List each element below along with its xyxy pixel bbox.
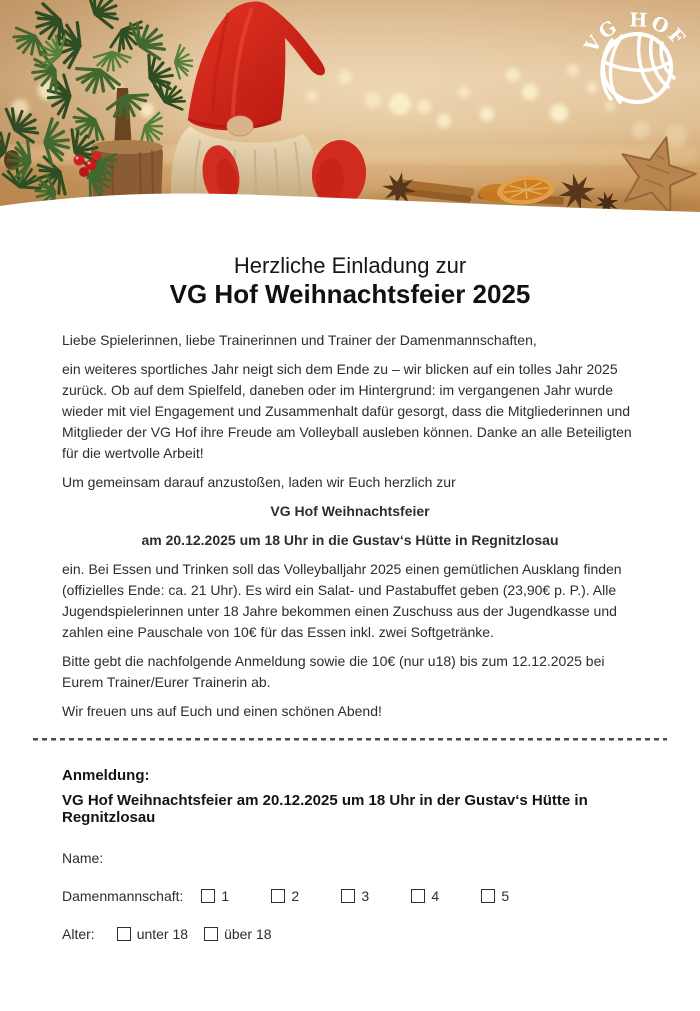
team-option-1-label: 1 bbox=[221, 888, 230, 904]
header-photo bbox=[0, 0, 700, 220]
paragraph-deadline: Bitte gebt die nachfolgende Anmeldung sowie die 10€ (nur u18) bis zum 12.12.2025 bei Eurem Trainer/Eurer Trainerin ab. bbox=[62, 653, 605, 690]
team-option-1 bbox=[201, 888, 271, 904]
age-label: Alter: bbox=[62, 926, 95, 942]
checkbox-over-18[interactable] bbox=[204, 927, 218, 941]
form-heading: Anmeldung: bbox=[62, 767, 150, 784]
team-option-3 bbox=[341, 888, 411, 904]
checkbox-team-3[interactable] bbox=[341, 889, 355, 903]
checkbox-team-4[interactable] bbox=[411, 889, 425, 903]
gnome-nose bbox=[227, 116, 253, 136]
christmas-banner-illustration bbox=[0, 0, 700, 220]
checkbox-team-5[interactable] bbox=[481, 889, 495, 903]
checkbox-team-2[interactable] bbox=[271, 889, 285, 903]
invitation-title-line1: Herzliche Einladung zur bbox=[233, 253, 467, 278]
event-name: VG Hof Weihnachtsfeier bbox=[270, 503, 430, 519]
age-option-under18 bbox=[117, 926, 188, 942]
paragraph-year-review: ein weiteres sportliches Jahr neigt sich dem Ende zu – wir blicken auf ein tolles Jahr 2025 zurück. Ob auf dem Spielfeld, daneben oder im Hintergrund: im vergangenen Jahr wurde wieder mit viel Engagement und Zusammenhalt dafür gesorgt, dass die Mitgliederinnen und Mitglieder der VG Hof ihre Freude am Volleyball ausleben können. Danke an alle Beteiligten für die wertvolle Arbeit! bbox=[62, 361, 632, 461]
team-option-5 bbox=[481, 888, 509, 904]
paragraph-invite-lead: Um gemeinsam darauf anzustoßen, laden wir Euch herzlich zur bbox=[62, 474, 456, 490]
age-row bbox=[62, 926, 638, 942]
age-option-under18-label: unter 18 bbox=[136, 926, 189, 942]
team-option-2-label: 2 bbox=[291, 888, 300, 904]
team-label: Damenmannschaft: bbox=[62, 888, 184, 904]
team-row bbox=[62, 888, 638, 904]
age-option-over18-label: über 18 bbox=[224, 926, 272, 942]
dashed-separator bbox=[33, 738, 667, 741]
form-subheading: VG Hof Weihnachtsfeier am 20.12.2025 um 18 Uhr in der Gustav‘s Hütte in Regnitzlosau bbox=[62, 792, 588, 826]
salutation: Liebe Spielerinnen, liebe Trainerinnen und Trainer der Damenmannschaften, bbox=[62, 332, 537, 348]
team-option-4 bbox=[411, 888, 481, 904]
name-label: Name: bbox=[62, 850, 104, 866]
team-option-4-label: 4 bbox=[431, 888, 440, 904]
paragraph-closing: Wir freuen uns auf Euch und einen schönen Abend! bbox=[62, 703, 382, 719]
team-option-3-label: 3 bbox=[361, 888, 370, 904]
age-option-over18 bbox=[204, 926, 271, 942]
logo-text: VG HOF bbox=[580, 9, 691, 57]
event-datetime: am 20.12.2025 um 18 Uhr in die Gustav‘s Hütte in Regnitzlosau bbox=[141, 532, 559, 548]
checkbox-under-18[interactable] bbox=[117, 927, 131, 941]
paragraph-details: ein. Bei Essen und Trinken soll das Volleyballjahr 2025 einen gemütlichen Ausklang finden (offizielles Ende: ca. 21 Uhr). Es wird ein Salat- und Pastabuffet geben (23,90€ p. P.). Alle Jugendspielerinnen unter 18 Jahre bekommen einen Zuschuss aus der Jugendkasse und zahlen eine Pauschale von 10€ für das Essen inkl. zwei Softgetränke. bbox=[62, 561, 622, 640]
team-option-2 bbox=[271, 888, 341, 904]
checkbox-team-1[interactable] bbox=[201, 889, 215, 903]
name-row bbox=[62, 850, 638, 866]
invitation-title-line2: VG Hof Weihnachtsfeier 2025 bbox=[169, 279, 531, 309]
team-option-5-label: 5 bbox=[501, 888, 510, 904]
